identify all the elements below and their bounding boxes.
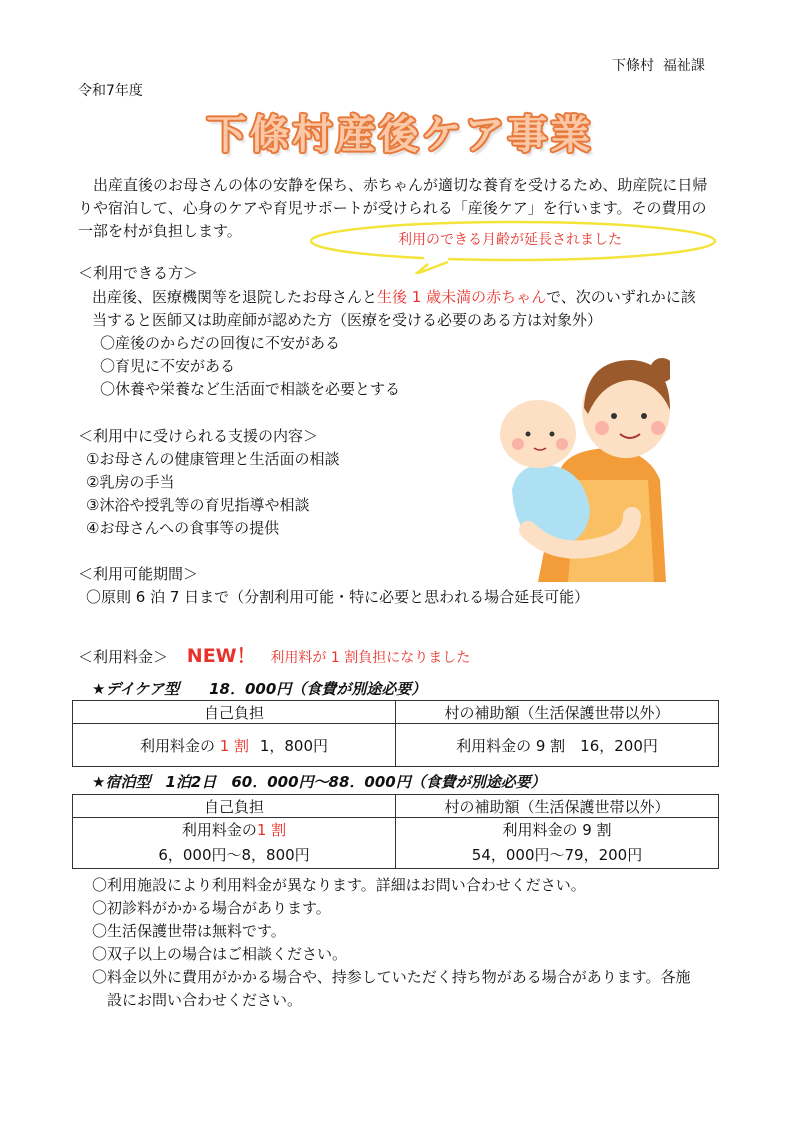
overnight-self-line-1 — [73, 818, 395, 843]
daycare-village-cell: 利用料金の 9 割 16，200円 — [396, 724, 719, 767]
eligibility-item: 〇育児に不安がある — [100, 357, 236, 375]
overnight-self-prefix: 利用料金の — [181, 821, 257, 839]
overnight-self-cell — [73, 818, 396, 869]
daycare-self-prefix: 利用料金の — [139, 736, 215, 755]
eligibility-item: 〇産後のからだの回復に不安がある — [100, 334, 341, 352]
daycare-self-amount: 1，800円 — [259, 736, 329, 755]
fee-heading — [78, 645, 470, 670]
daycare-self-ratio: 1 割 — [219, 736, 250, 755]
period-heading: ＜利用可能期間＞ — [78, 565, 199, 583]
overnight-village-line-1: 利用料金の 9 割 — [502, 821, 612, 839]
overnight-col-self: 自己負担 — [73, 795, 396, 818]
eligibility-highlight: 生後 1 歳未満の赤ちゃん — [377, 288, 547, 306]
new-announcement: 利用料が 1 割負担になりました — [270, 650, 471, 666]
eligibility-line-1 — [92, 286, 696, 309]
note-item: 〇利用施設により利用料金が異なります。詳細はお問い合わせください。 — [92, 876, 586, 894]
overnight-self-ratio: 1 割 — [256, 821, 287, 839]
callout-text: 利用のできる月齢が延長されました — [398, 232, 622, 248]
overnight-village-line-2: 54，000円～79，200円 — [471, 846, 643, 864]
eligibility-heading: ＜利用できる方＞ — [78, 264, 199, 282]
note-item: 〇初診料がかかる場合があります。 — [92, 899, 331, 917]
fiscal-year: 令和7年度 — [78, 83, 143, 99]
support-item: ④お母さんへの食事等の提供 — [86, 519, 280, 537]
department-label: 下條村 福祉課 — [612, 58, 705, 74]
page-title: 下條村産後ケア事業 — [206, 112, 594, 158]
note-item: 〇双子以上の場合はご相談ください。 — [92, 945, 348, 963]
new-badge: NEW！ — [186, 645, 256, 667]
daycare-title: ★デイケア型 18．000円（食費が別途必要） — [92, 680, 427, 698]
note-item: 〇生活保護世帯は無料です。 — [92, 922, 286, 940]
support-item: ①お母さんの健康管理と生活面の相談 — [86, 450, 340, 468]
note-item: 設にお問い合わせください。 — [92, 991, 303, 1009]
overnight-self-amount: 6，000円～8，800円 — [158, 846, 310, 864]
note-item: 〇料金以外に費用がかかる場合や、持参していただく持ち物がある場合があります。各施 — [92, 968, 691, 986]
period-text: 〇原則 6 泊 7 日まで（分割利用可能・特に必要と思われる場合延長可能） — [86, 588, 590, 606]
fee-heading-label: ＜利用料金＞ — [78, 648, 169, 666]
daycare-col-village: 村の補助額（生活保護世帯以外） — [396, 701, 719, 724]
eligibility-item: 〇休養や栄養など生活面で相談を必要とする — [100, 380, 401, 398]
support-item: ②乳房の手当 — [86, 473, 175, 491]
daycare-fee-table — [72, 700, 719, 767]
support-heading: ＜利用中に受けられる支援の内容＞ — [78, 427, 319, 445]
overnight-col-village: 村の補助額（生活保護世帯以外） — [396, 795, 719, 818]
intro-paragraph: 出産直後のお母さんの体の安静を保ち、赤ちゃんが適切な養育を受けるため、助産院に日帰りや宿泊して、心身のケアや育児サポートが受けられる「産後ケア」を行います。その費用の一部を村が負担します。 — [78, 176, 708, 240]
overnight-title: ★宿泊型 1泊2日 60．000円～88．000円（食費が別途必要） — [92, 773, 546, 791]
overnight-fee-table — [72, 794, 719, 869]
daycare-col-self: 自己負担 — [73, 701, 396, 724]
eligibility-text-before: 出産後、医療機関等を退院したお母さんと — [92, 288, 378, 306]
overnight-village-cell — [396, 818, 719, 869]
eligibility-line-2: 当すると医師又は助産師が認めた方（医療を受ける必要のある方は対象外） — [92, 311, 603, 329]
daycare-self-cell — [73, 724, 396, 767]
eligibility-text-after: で、次のいずれかに該 — [546, 288, 696, 306]
mother-baby-illustration — [498, 330, 670, 582]
support-item: ③沐浴や授乳等の育児指導や相談 — [86, 496, 310, 514]
